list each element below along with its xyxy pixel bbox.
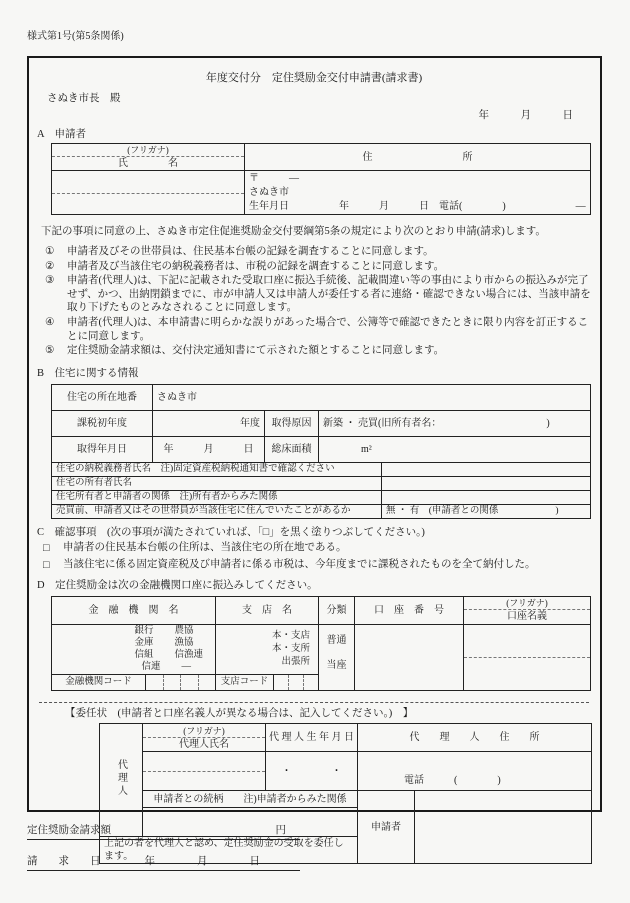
cause-choice[interactable]: 新築 ・ 売買(旧所有者名： ) (319, 410, 591, 436)
owner-relation-input[interactable] (382, 490, 591, 504)
section-a-label: A 申請者 (37, 128, 87, 140)
location-input[interactable]: さぬき市 (153, 384, 591, 410)
item-number: ⑤ (45, 345, 55, 357)
item-text: 申請者及びその世帯員は、住民基本台帳の記録を調査することに同意します。 (67, 245, 434, 257)
confirmation-text: 申請者の住民基本台帳の住所は、当該住宅の所在地である。 (63, 542, 347, 554)
section-d-label: D 定住奨励金は次の金融機関口座に振込みしてください。 (37, 579, 318, 591)
applicant-name-input[interactable] (52, 171, 245, 215)
branch-code-label: 支店コード (216, 674, 274, 690)
item-text: 申請者(代理人)は、下記に記載された受取口座に振込手続後、記載間違い等の事由により市からの振込みが完了せず、かつ、出納閉鎖までに、市が申請人又は申請人が委任する者に連絡・確認できない場合には、当該申請を取り下げたものとみなされることに同意します。 (67, 275, 591, 314)
institution-option[interactable]: 信組 (134, 650, 154, 660)
proxy-applicant-signature-input[interactable] (415, 791, 592, 864)
proxy-statement: 上記の者を代理人と認め、定住奨励金の受取を委任します。 (100, 837, 358, 864)
furigana-writing-line (464, 657, 590, 658)
city-prefill: さぬき市 (249, 186, 289, 198)
tax-year-label: 課税初年度 (52, 410, 153, 436)
item-number: ① (45, 245, 55, 257)
account-type-option[interactable]: 当座 (326, 660, 347, 671)
confirmation-item (43, 558, 591, 572)
birthdate-phone-field[interactable]: 生年月日 年 月 日 電話( ) — (249, 200, 586, 212)
account-number-header: 口 座 番 号 (355, 596, 464, 624)
address-header: 住 所 (245, 144, 591, 171)
name-label: 氏 名 (118, 158, 178, 170)
agreement-item (45, 245, 591, 259)
form-title: 年度交付分 定住奨励金交付申請書(請求書) (205, 72, 423, 84)
branch-type-options[interactable] (216, 630, 318, 669)
floor-area-input[interactable]: m² (319, 436, 591, 462)
furigana-writing-line (143, 771, 265, 772)
tax-year-input[interactable]: 年度 (153, 410, 265, 436)
institution-option[interactable]: 銀行 (134, 626, 154, 636)
furigana-writing-line (52, 193, 244, 194)
agreement-intro: 下記の事項に同意の上、さぬき市定住促進奨励金交付要綱第5条の規定により次のとおり申請(請求)します。 (41, 226, 546, 238)
checkbox-unchecked-icon[interactable]: □ (43, 542, 50, 555)
application-date-field[interactable]: 年 月 日 (478, 109, 573, 121)
institution-type-options[interactable] (52, 625, 215, 673)
lived-before-choice[interactable]: 無 ・ 有 (申請者との関係 ) (382, 504, 591, 518)
furigana-label: (フリガナ) (464, 597, 590, 610)
applicant-table (51, 143, 591, 215)
confirmation-text: 当該住宅に係る固定資産税及び申請者に係る市税は、今年度までに課税されたものを全て納付した。 (63, 558, 536, 570)
taxpayer-input[interactable] (382, 462, 591, 476)
proxy-name-input[interactable] (143, 752, 266, 791)
institution-option[interactable]: 信連 (141, 662, 161, 672)
item-text: 申請者(代理人)は、本申請書に明らかな誤りがあった場合で、公簿等で確認できたときに限り内容を訂正することに同意します。 (67, 317, 589, 342)
bank-table (51, 596, 591, 691)
account-type-header: 分類 (319, 596, 355, 624)
institution-header: 金 融 機 関 名 (52, 596, 216, 624)
owner-relation-label: 住宅所有者と申請者の関係 注)所有者からみた関係 (52, 490, 382, 504)
branch-name-input[interactable] (216, 624, 319, 674)
proxy-table (99, 723, 592, 864)
proxy-phone-field[interactable]: 電話 ( ) (404, 775, 501, 787)
institution-option[interactable]: 漁協 (174, 638, 194, 648)
holder-label: 口座名義 (507, 611, 547, 622)
institution-code-input[interactable] (146, 674, 216, 690)
account-type-option[interactable]: 普通 (326, 635, 347, 646)
proxy-address-header: 代 理 人 住 所 (358, 724, 592, 752)
floor-area-label: 総床面積 (265, 436, 319, 462)
item-number: ④ (45, 317, 55, 329)
proxy-section-label: 【委任状 (申請者と口座名義人が異なる場合は、記入してください。) 】 (65, 707, 414, 719)
institution-option[interactable]: — (181, 662, 191, 672)
cutoff-dashed-line (39, 702, 589, 703)
branch-option[interactable]: 本・支所 (271, 643, 310, 654)
addressee: さぬき市長 殿 (47, 93, 121, 105)
cause-label: 取得原因 (265, 410, 319, 436)
acquisition-date-input[interactable]: 年 月 日 (153, 436, 265, 462)
institution-option[interactable]: 金庫 (134, 638, 154, 648)
proxy-applicant-label: 申請者 (358, 791, 415, 864)
furigana-label: (フリガナ) (143, 725, 265, 738)
agreement-item (45, 274, 591, 315)
institution-name-input[interactable] (52, 624, 216, 674)
claim-amount-label: 定住奨励金請求額 (27, 825, 111, 836)
confirmation-item (43, 541, 591, 555)
taxpayer-label: 住宅の納税義務者氏名 注)固定資産税納税通知書で確認ください (52, 462, 382, 476)
institution-option[interactable]: 農協 (174, 626, 194, 636)
item-text: 定住奨励金請求額は、交付決定通知書にて示された額とすることに同意します。 (67, 345, 445, 357)
postal-code-field[interactable]: 〒 — (249, 172, 299, 184)
item-number: ③ (45, 275, 55, 287)
branch-header: 支 店 名 (216, 596, 319, 624)
proxy-name-label: 代理人氏名 (179, 738, 229, 750)
agreement-item (45, 316, 591, 343)
proxy-birth-header: 代 理 人 生 年 月 日 (266, 724, 358, 752)
furigana-label: (フリガナ) (52, 144, 244, 157)
housing-table (51, 384, 591, 519)
yen-unit-label: 円 (275, 825, 286, 836)
request-date-label: 請 求 日 (27, 856, 101, 867)
proxy-relation-label: 申請者との続柄 注)申請者からみた関係 (143, 791, 358, 808)
institution-code-label: 金融機関コード (52, 674, 146, 690)
account-number-input[interactable] (355, 624, 464, 690)
item-number: ② (45, 260, 55, 272)
holder-header (464, 596, 591, 624)
proxy-name-header (143, 724, 266, 752)
lived-before-label: 売買前、申請者又はその世帯員が当該住宅に住んでいたことがあるか (52, 504, 382, 518)
branch-option[interactable]: 本・支店 (271, 630, 310, 641)
request-date-input[interactable]: 年 月 日 (144, 856, 260, 867)
request-date-line[interactable] (27, 855, 300, 871)
acquisition-date-label: 取得年月日 (52, 436, 153, 462)
agreement-list (45, 245, 591, 358)
holder-name-input[interactable] (464, 624, 591, 690)
proxy-side-label: 代理人 (100, 724, 143, 837)
proxy-birth-input[interactable]: ・ ・ (266, 752, 358, 791)
branch-option[interactable]: 出張所 (281, 656, 310, 667)
owner-input[interactable] (382, 476, 591, 490)
proxy-address-input[interactable] (358, 752, 592, 791)
account-type-choice[interactable] (319, 624, 355, 690)
owner-label: 住宅の所有者氏名 (52, 476, 382, 490)
applicant-address-input[interactable] (245, 171, 591, 215)
agreement-item (45, 344, 591, 358)
form-number: 様式第1号(第5条関係) (27, 31, 124, 42)
applicant-name-header (52, 144, 245, 171)
institution-option[interactable]: 信漁連 (174, 650, 203, 660)
section-c-label: C 確認事項 (次の事項が満たされていれば、「□」を黒く塗りつぶしてください。) (37, 526, 425, 538)
section-b-label: B 住宅に関する情報 (37, 367, 139, 379)
item-text: 申請者及び当該住宅の納税義務者は、市税の記録を調査することに同意します。 (67, 260, 445, 272)
branch-code-input[interactable] (274, 674, 319, 690)
location-label: 住宅の所在地番 (52, 384, 153, 410)
checkbox-unchecked-icon[interactable]: □ (43, 558, 50, 571)
claim-amount-line[interactable] (27, 824, 300, 840)
agreement-item (45, 260, 591, 274)
